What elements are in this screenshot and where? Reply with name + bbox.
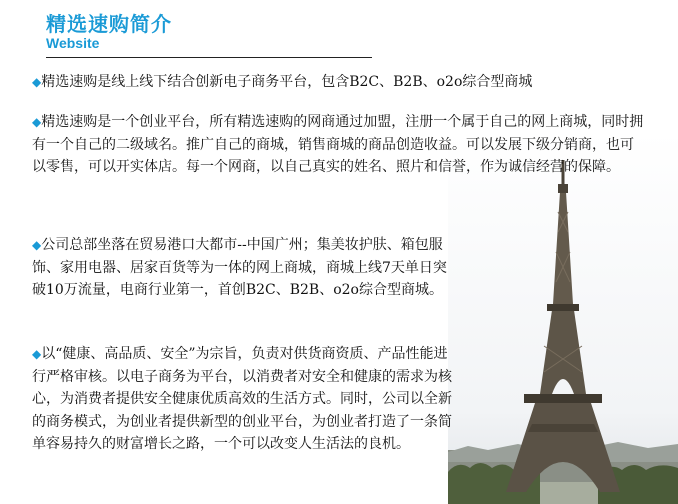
intro-paragraph-2 [32, 111, 647, 179]
page-subtitle: Website [46, 35, 100, 51]
intro-paragraph-4 [32, 343, 452, 456]
title-divider [46, 57, 372, 58]
intro-paragraph-1 [32, 71, 652, 94]
paragraph-1-text: 精选速购是线上线下结合创新电子商务平台，包含B2C、B2B、o2o综合型商城 [41, 74, 533, 90]
diamond-bullet-icon: ◆ [32, 238, 42, 252]
paragraph-2-text: 精选速购是一个创业平台，所有精选速购的网商通过加盟，注册一个属于自己的网上商城，同时拥有一个自己的二级域名。推广自己的商城，销售商城的商品创造收益。可以发展下级分销商，也可以零售，可以开实体店。每一个网商，以自己真实的姓名、照片和信誉，作为诚信经营的保障。 [32, 114, 644, 175]
eiffel-tower-photo [448, 132, 678, 504]
page-title: 精选速购简介 [46, 12, 172, 36]
diamond-bullet-icon: ◆ [32, 115, 42, 129]
diamond-bullet-icon: ◆ [32, 347, 42, 361]
intro-paragraph-3 [32, 234, 452, 302]
paragraph-3-text: 公司总部坐落在贸易港口大都市--中国广州；集美妆护肤、箱包服饰、家用电器、居家百货等为一体的网上商城，商城上线7天单日突破10万流量，电商行业第一，首创B2C、B2B、o2o综合型商城。 [32, 237, 447, 298]
diamond-bullet-icon: ◆ [32, 75, 42, 89]
paragraph-4-text: 以“健康、高品质、安全”为宗旨，负责对供货商资质、产品性能进行严格审核。以电子商务为平台，以消费者对安全和健康的需求为核心，为消费者提供安全健康优质高效的生活方式。同时，公司以全新的商务模式，为创业者提供新型的创业平台，为创业者打造了一条简单容易持久的财富增长之路，一个可以改变人生活法的良机。 [32, 346, 452, 452]
